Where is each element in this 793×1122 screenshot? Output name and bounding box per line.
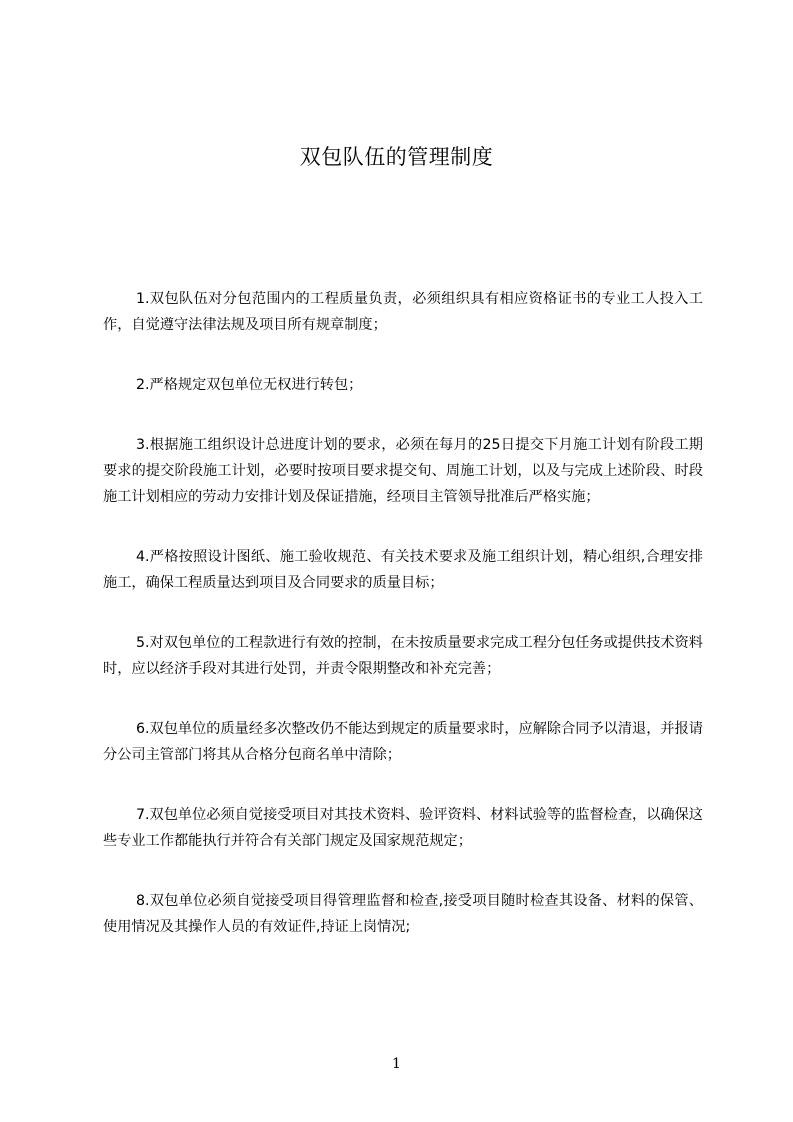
paragraph-3: 3.根据施工组织设计总进度计划的要求，必须在每月的25日提交下月施工计划有阶段工期要求的提交阶段施工计划，必要时按项目要求提交旬、周施工计划，以及与完成上述阶段、时段施工计划相应的劳动力安排计划及保证措施，经项目主管领导批准后严格实施； — [103, 437, 703, 505]
document-title: 双包队伍的管理制度 — [299, 145, 494, 169]
page-number: 1 — [392, 1056, 401, 1072]
document-body — [103, 286, 703, 974]
paragraph-8: 8.双包单位必须自觉接受项目得管理监督和检查,接受项目随时检查其设备、材料的保管、使用情况及其操作人员的有效证件,持证上岗情况; — [103, 893, 703, 935]
paragraph-5: 5.对双包单位的工程款进行有效的控制，在未按质量要求完成工程分包任务或提供技术资料时，应以经济手段对其进行处罚，并责令限期整改和补充完善； — [103, 635, 703, 677]
paragraph-2: 2.严格规定双包单位无权进行转包； — [136, 377, 363, 393]
paragraph-7: 7.双包单位必须自觉接受项目对其技术资料、验评资料、材料试验等的监督检查，以确保这些专业工作都能执行并符合有关部门规定及国家规范规定； — [103, 807, 703, 849]
paragraph-4: 4.严格按照设计图纸、施工验收规范、有关技术要求及施工组织计划，精心组织,合理安排施工，确保工程质量达到项目及合同要求的质量目标； — [103, 549, 703, 591]
paragraph-1: 1.双包队伍对分包范围内的工程质量负责，必须组织具有相应资格证书的专业工人投入工作，自觉遵守法律法规及项目所有规章制度； — [103, 291, 703, 333]
paragraph-6: 6.双包单位的质量经多次整改仍不能达到规定的质量要求时，应解除合同予以清退，并报请分公司主管部门将其从合格分包商名单中清除； — [103, 721, 703, 763]
